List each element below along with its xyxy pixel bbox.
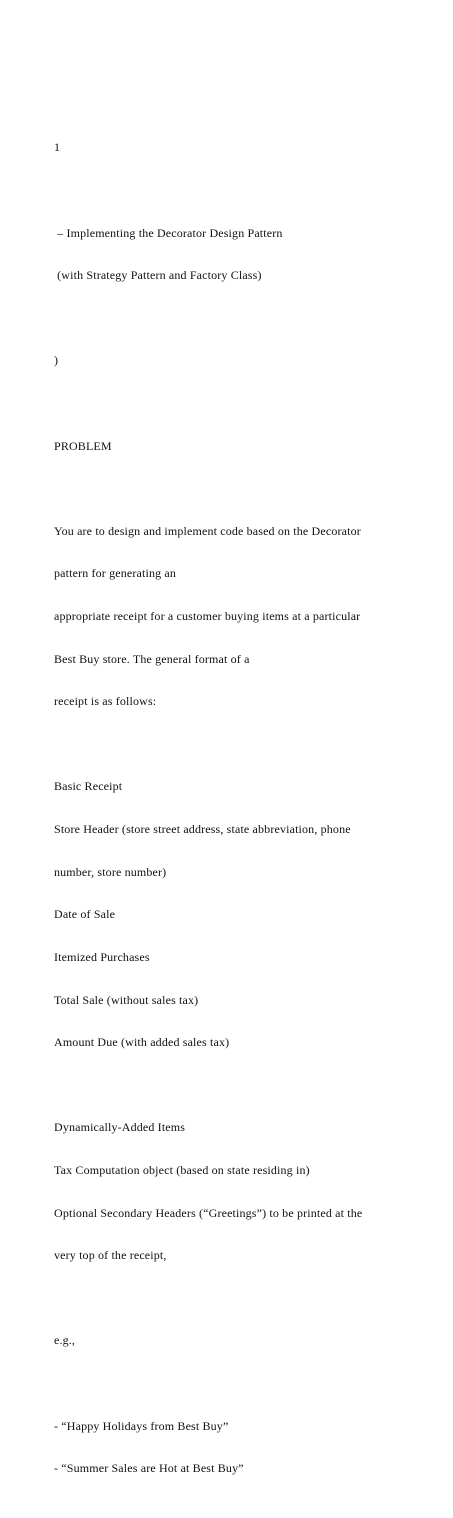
text-line: Itemized Purchases — [54, 949, 150, 964]
text-line: Basic Receipt — [54, 779, 123, 794]
dynamic-items-list — [54, 1092, 406, 1291]
text-line: – Implementing the Decorator Design Pattern — [54, 225, 283, 240]
text-line: Best Buy store. The general format of a — [54, 651, 250, 666]
greeting-examples — [54, 1390, 406, 1504]
basic-receipt-list — [54, 751, 406, 1078]
text-line: Dynamically-Added Items — [54, 1120, 186, 1135]
text-line: You are to design and implement code based on the Decorator — [54, 523, 361, 538]
text-line: Tax Computation object (based on state residing in) — [54, 1162, 310, 1177]
section-number — [54, 112, 406, 183]
problem-description — [54, 495, 406, 736]
text-line: appropriate receipt for a customer buying items at a particular — [54, 609, 361, 624]
text-line: receipt is as follows: — [54, 694, 157, 709]
text-line: very top of the receipt, — [54, 1248, 167, 1263]
text-line: PROBLEM — [54, 438, 112, 453]
text-line: Store Header (store street address, state abbreviation, phone — [54, 822, 351, 837]
text-line: e.g., — [54, 1333, 76, 1348]
text-line: ) — [54, 353, 59, 368]
example-label — [54, 1305, 406, 1376]
text-line: 1 — [54, 140, 61, 155]
text-line: - “Happy Holidays from Best Buy” — [54, 1418, 229, 1433]
stray-paren — [54, 325, 406, 396]
problem-heading — [54, 410, 406, 481]
text-line: - “Summer Sales are Hot at Best Buy” — [54, 1461, 244, 1476]
document-title — [54, 197, 406, 311]
text-line: Date of Sale — [54, 907, 116, 922]
text-line: Amount Due (with added sales tax) — [54, 1035, 230, 1050]
text-line: (with Strategy Pattern and Factory Class) — [54, 268, 262, 283]
text-line: number, store number) — [54, 864, 167, 879]
text-line: Total Sale (without sales tax) — [54, 992, 199, 1007]
text-line: pattern for generating an — [54, 566, 177, 581]
document-body — [54, 112, 406, 1518]
text-line: Optional Secondary Headers (“Greetings”) to be printed at the — [54, 1205, 363, 1220]
